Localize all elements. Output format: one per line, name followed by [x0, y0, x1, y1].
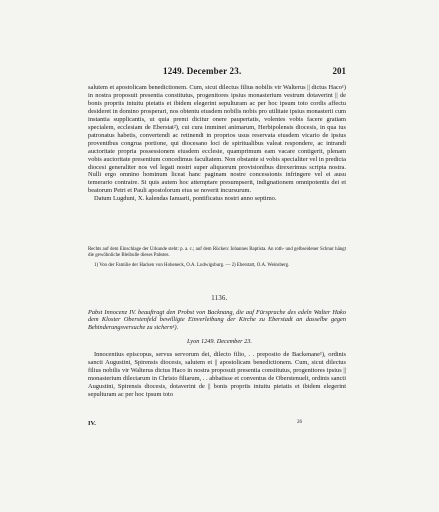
charter-paragraph: salutem et apostolicam benedictionem. Cum, sicut dilectus filius nobilis vir Walterus || dictus Haco¹) in nostra proposuit presentia constitutus, progenitores ipsius monasterium vestrum dotaverint || de bonis propriis intuitu pietatis et ibidem elegerint sepulturam ac per hoc ipsum toto cordis affectu desideret in domino prosperari, nos obtentu eiusdem nobilis nobis pro utilitate ipsius monasterii cum instantia supplicantis, ut quia premi dicitur onere paupertatis, volentes vobis facere gratiam specialem, ecclesiam de Eberstat²), cui cura imminet animarum, Herbipolensis diocesis, in qua ius patronatus habetis, convertendi ac retinendi in proprios usus reservata eiusdem vicario de ipsius proventibus congrua portione, qui diocesano loci de spiritualibus valeat respondere, ac intrandi auctoritate propria possessionem eiusdem ecclesie, quamprimum eam vacare contigerit, plenam vobis auctoritate presentium concedimus facultatem. Non obstante si vobis specialiter vel in predicta diocesi generaliter nos vel legati nostri super aliquorum provisionibus direxerimus scripta nostra. Nulli ergo omnino hominum liceat hanc paginam nostre concessionis infringere vel ei ausu temerario contraire. Si quis autem hoc attemptare presumpserit, indignationem omnipotentis dei et beatorum Petri et Pauli apostolorum eius se noverit incursurum. [88, 84, 346, 195]
page-footer [88, 420, 346, 430]
regest [88, 309, 346, 331]
place-date-line: Lyon 1249. December 23. [186, 338, 253, 345]
page-header [88, 66, 346, 78]
running-title: 1249. December 23. [163, 66, 242, 76]
charter-opening: Innocentius episcopus, servus servorum dei, dilecto filio, . . preposito de Backenane¹), ordinis sancti Augustini, Spirensis diocesis, salutem et || apostolicam benedictionem. Cum, sicut dilectus filius nobilis vir Walterus dictus Haco in nostra proposuit presentia constitutus, progenitores ipsius || monasterium dilectarum in Christo filiarum, . . abbatisse et conventus de Oberstenuelt, ordinis sancti Augustini, Spirensis diocesis, dotaverint de || bonis propriis intuitu pietatis et ibidem elegerint sepulturam ac per hoc ipsum toto [88, 351, 346, 398]
document-number: 1136. [211, 295, 228, 302]
charter-dating-clause: Datum Lugduni, X. kalendas Ianuarii, pontificatus nostri anno septimo. [94, 195, 277, 203]
regest-text: Pabst Innocenz IV. beauftragt den Probst von Backnang, die auf Fürsprache des edeln Walter Hako dem Kloster Oberstenfeld bewilligte Einverleibung der Kirche zu Eberstadt an dasselbe gegen Behinderungsversuche zu sichern¹). [88, 309, 346, 331]
editorial-notes [88, 247, 346, 269]
charter-text [88, 351, 346, 399]
page-number: 201 [332, 66, 346, 76]
archival-note: Rechts auf dem Einschlage der Urkunde steht: p. a. c.; auf dem Rücken: Iohannes Baptista. An roth- und gelbseidener Schnur hängt die gewöhnliche Bleibulle dieses Pabstes. [88, 247, 346, 258]
volume-number: IV. [88, 420, 96, 427]
sheet-signature: 26 [297, 420, 302, 425]
charter-text-continuation [88, 84, 346, 203]
footnotes: 1) Von der Familie der Hacken von Hoheneck, O.A. Ludwigsburg. — 2) Eberstatt, O.A. Weinsberg. [94, 263, 290, 268]
